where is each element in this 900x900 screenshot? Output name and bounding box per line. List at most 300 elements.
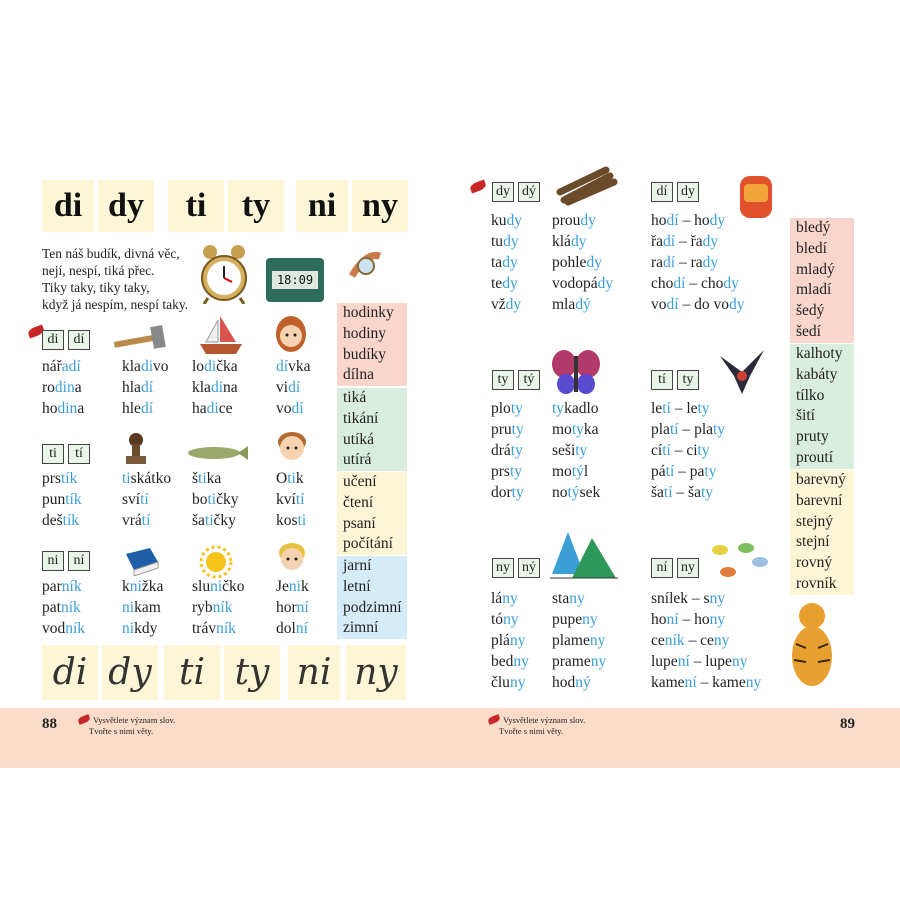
word-part: ro [42, 379, 55, 396]
word-part: cho [651, 275, 674, 292]
word-part: ryb [192, 599, 213, 616]
word-part: vo [276, 400, 292, 417]
highlighted-syllable: ny [713, 632, 730, 649]
pike-fish-icon [184, 442, 248, 464]
word-part: ce [218, 400, 233, 417]
highlighted-syllable: ni [122, 620, 135, 637]
cursive-dy: dy [108, 652, 152, 693]
highlighted-syllable: tí [140, 491, 149, 508]
list-word: stejní [796, 533, 830, 551]
highlighted-syllable: ty [509, 463, 523, 480]
word-column [276, 356, 310, 419]
list-word: šití [796, 407, 815, 425]
highlighted-syllable: ný [575, 674, 591, 691]
word [276, 489, 306, 510]
list-word: stejný [796, 512, 834, 530]
word [552, 651, 606, 672]
word [42, 618, 85, 639]
footnote-line: Vysvětlete význam slov. [503, 715, 586, 725]
word [552, 440, 600, 461]
word-part: ra [651, 254, 664, 271]
word-part: kam [134, 599, 161, 616]
word-part: Je [276, 578, 289, 595]
highlighted-syllable: ty [510, 442, 523, 459]
swallow-bird-icon [716, 346, 768, 396]
cursive-box [164, 645, 220, 700]
word-part: prs [42, 470, 61, 487]
word-part: – lupe [689, 653, 732, 670]
highlighted-syllable: tí [669, 421, 679, 438]
word-part: deš [42, 512, 63, 529]
word [42, 597, 85, 618]
cursive-ty: ty [234, 652, 270, 693]
label-ny-long: ný [518, 558, 540, 578]
highlighted-syllable: dy [709, 212, 726, 229]
word-part: pru [491, 421, 512, 438]
list-word: bledý [796, 219, 831, 236]
word [491, 651, 529, 672]
word-part: vž [491, 296, 506, 313]
word-part: klá [552, 233, 571, 250]
word [651, 588, 761, 609]
word [122, 510, 171, 531]
highlighted-syllable: dy [728, 296, 745, 313]
sailboat-icon [198, 314, 244, 356]
highlighted-syllable: ny [709, 611, 726, 628]
highlighted-syllable: ty [510, 400, 523, 417]
highlighted-syllable: din [54, 379, 75, 396]
word-part: dol [276, 620, 296, 637]
highlighted-syllable: tí [141, 512, 151, 529]
word-part: hod [552, 674, 576, 691]
highlighted-syllable: ny [745, 674, 762, 691]
list-word: letní [343, 577, 371, 595]
alarm-clock-icon [196, 242, 252, 304]
word [491, 273, 522, 294]
word-part: k [295, 470, 304, 487]
word-part: lo [192, 358, 205, 375]
word [651, 651, 761, 672]
leaf-icon [487, 714, 501, 725]
footnote-left [78, 715, 175, 737]
word-part: prou [552, 212, 581, 229]
cursive-ti: ti [179, 652, 205, 693]
highlighted-syllable: ty [697, 400, 710, 417]
highlighted-syllable: di [204, 358, 217, 375]
word-part: – řa [675, 233, 703, 250]
word [491, 419, 524, 440]
word [651, 252, 744, 273]
word [192, 377, 238, 398]
syllable-labels [651, 370, 699, 390]
word-column [552, 588, 606, 693]
word-part: plo [491, 400, 511, 417]
syllable-labels [42, 330, 90, 350]
word [491, 672, 529, 693]
word-part: prs [491, 463, 510, 480]
word [122, 398, 169, 419]
word-part: sví [122, 491, 141, 508]
highlighted-syllable: ty [552, 400, 565, 417]
word-column [651, 588, 761, 693]
footnote-line: Tvořte s nimi věty. [89, 726, 154, 736]
word-part: – do vo [678, 296, 729, 313]
highlighted-syllable: ník [60, 599, 81, 616]
word [651, 273, 744, 294]
word-column [42, 356, 84, 419]
label-ni-long: ní [68, 551, 90, 571]
highlighted-syllable: ník [216, 620, 236, 637]
highlighted-syllable: tík [62, 512, 80, 529]
word [42, 468, 82, 489]
word [276, 356, 310, 377]
label-ty-long: tý [518, 370, 540, 390]
word-part: mla [552, 296, 576, 313]
highlighted-syllable: ti [122, 470, 131, 487]
word-part: prame [552, 653, 591, 670]
list-word: tikání [343, 409, 379, 427]
highlighted-syllable: dy [597, 275, 614, 292]
word-part: ho [651, 611, 667, 628]
highlighted-syllable: ty [697, 442, 710, 459]
word-part: k [300, 578, 309, 595]
highlighted-syllable: dy [702, 233, 719, 250]
highlighted-syllable: ty [571, 421, 584, 438]
word [192, 398, 238, 419]
word-part: pla [651, 421, 670, 438]
highlighted-syllable: dí [666, 296, 679, 313]
highlighted-syllable: ty [511, 421, 524, 438]
word-part: pat [42, 599, 61, 616]
word [651, 294, 744, 315]
word [491, 482, 524, 503]
word [192, 576, 245, 597]
word-part: l [583, 463, 589, 480]
word-part: skátko [130, 470, 172, 487]
book-icon [122, 546, 162, 576]
highlighted-syllable: ny [569, 590, 585, 607]
highlighted-syllable: dy [570, 233, 587, 250]
word [122, 356, 169, 377]
highlighted-syllable: ník [61, 578, 82, 595]
list-word: bledí [796, 239, 827, 257]
word-column [651, 210, 744, 315]
label-ni-long: ní [651, 558, 673, 578]
word [491, 440, 524, 461]
word [276, 377, 310, 398]
highlighted-syllable: ni [122, 599, 135, 616]
word [192, 468, 239, 489]
highlighted-syllable: ni [210, 578, 223, 595]
syllable-ny: ny [362, 187, 398, 224]
highlighted-syllable: dy [502, 254, 518, 271]
word-part: hor [276, 599, 297, 616]
highlighted-syllable: ny [731, 653, 748, 670]
word-part: tó [491, 611, 504, 628]
cursive-box [42, 645, 98, 700]
word-part: – ša [672, 484, 701, 501]
word-part: pohle [552, 254, 587, 271]
syllable-box [228, 180, 284, 232]
word-part: člu [491, 674, 510, 691]
leaf-icon [77, 714, 91, 725]
word [122, 377, 169, 398]
label-ti: ti [42, 444, 64, 464]
word [192, 356, 238, 377]
syllable-box [168, 180, 224, 232]
word [276, 398, 310, 419]
highlighted-syllable: ty [575, 442, 588, 459]
list-word: podzimní [343, 598, 402, 616]
word-list-pink [337, 303, 407, 386]
word [276, 597, 309, 618]
word-part: na [223, 379, 238, 396]
list-word: zimní [343, 619, 379, 637]
highlighted-syllable: di [140, 358, 153, 375]
word [192, 618, 245, 639]
list-word: hodiny [343, 324, 387, 342]
word-part: sta [552, 590, 570, 607]
highlighted-syllable: ti [198, 470, 207, 487]
label-di-long: dí [651, 182, 673, 202]
word-part: tu [491, 233, 504, 250]
cursive-di: di [52, 652, 88, 693]
highlighted-syllable: dí [666, 212, 679, 229]
page-number-left: 88 [42, 716, 57, 732]
word-part: a [74, 379, 82, 396]
word [552, 231, 613, 252]
word-column [42, 576, 85, 639]
word [651, 440, 725, 461]
poem [42, 245, 188, 313]
word-part: čky [216, 491, 239, 508]
poem-line: Tiky taky, tiky taky, [42, 280, 150, 295]
word-part: vo [651, 296, 667, 313]
highlighted-syllable: dí [276, 358, 289, 375]
word-column [122, 356, 169, 419]
highlighted-syllable: ti [297, 512, 307, 529]
word-column [192, 468, 239, 531]
word-part: ce [651, 632, 665, 649]
highlighted-syllable: tý [567, 484, 580, 501]
candies-icon [706, 538, 772, 582]
word [42, 356, 84, 377]
highlighted-syllable: ny [509, 632, 526, 649]
word [552, 294, 613, 315]
word [651, 609, 761, 630]
highlighted-syllable: tík [65, 491, 82, 508]
word-column [42, 468, 82, 531]
word-column [552, 210, 613, 315]
label-ny: ny [677, 558, 699, 578]
word-part: pá [651, 463, 666, 480]
word-column [491, 588, 529, 693]
word [651, 630, 761, 651]
word-part: no [552, 484, 568, 501]
child-face-icon [277, 540, 307, 578]
logs-icon [556, 166, 618, 206]
highlighted-syllable: dí [663, 254, 676, 271]
label-ty: ty [677, 370, 699, 390]
word-part: mo [552, 421, 572, 438]
word-part: pupe [552, 611, 583, 628]
list-word: čtení [343, 493, 374, 511]
list-word: utíká [343, 430, 374, 448]
list-word: učení [343, 473, 377, 490]
word-part: ho [42, 400, 58, 417]
word [552, 630, 606, 651]
syllable-box [98, 180, 154, 232]
footnote-line: Tvořte s nimi věty. [499, 726, 564, 736]
word-part: O [276, 470, 288, 487]
highlighted-syllable: ník [65, 620, 86, 637]
word [42, 489, 82, 510]
word [491, 609, 529, 630]
word-part: ka [206, 470, 222, 487]
word-list-green [337, 388, 407, 471]
syllable-dy: dy [108, 187, 144, 224]
highlighted-syllable: ní [684, 674, 697, 691]
word-column [651, 398, 725, 503]
highlighted-syllable: dí [140, 400, 153, 417]
word-part: nář [42, 358, 62, 375]
word-part: tráv [192, 620, 217, 637]
word [192, 597, 245, 618]
cursive-box [102, 645, 158, 700]
word [276, 468, 306, 489]
highlighted-syllable: di [210, 379, 223, 396]
label-di-long: dí [68, 330, 90, 350]
word-list-yellow [790, 470, 854, 595]
word-column [122, 468, 171, 531]
highlighted-syllable: adí [61, 358, 81, 375]
label-ty: ty [492, 370, 514, 390]
digital-clock-icon [266, 258, 324, 302]
word-part: pun [42, 491, 66, 508]
word [491, 210, 522, 231]
syllable-labels [492, 182, 540, 202]
word [122, 468, 171, 489]
highlighted-syllable: di [206, 400, 219, 417]
word-list-yellow [337, 472, 407, 555]
highlighted-syllable: tí [295, 491, 305, 508]
list-word: barevný [796, 471, 846, 488]
label-ti-long: tí [68, 444, 90, 464]
highlighted-syllable: dí [140, 379, 153, 396]
word-part: vrá [122, 512, 142, 529]
highlighted-syllable: ni [288, 578, 301, 595]
word [491, 294, 522, 315]
highlighted-syllable: ní [666, 611, 679, 628]
word [491, 588, 529, 609]
word-part: – kame [696, 674, 746, 691]
word [651, 672, 761, 693]
butterfly-icon [550, 348, 602, 396]
sun-icon [198, 545, 234, 579]
highlighted-syllable: dy [505, 296, 522, 313]
highlighted-syllable: ny [503, 611, 519, 628]
highlighted-syllable: dy [723, 275, 739, 292]
word-part: kla [122, 358, 141, 375]
word [651, 231, 744, 252]
highlighted-syllable: dy [503, 233, 519, 250]
word-part: ku [491, 212, 507, 229]
list-word: tílko [796, 386, 825, 404]
clock-display: 18:09 [272, 271, 318, 289]
highlighted-syllable: ty [713, 421, 726, 438]
list-word: šedí [796, 322, 821, 340]
word [552, 398, 600, 419]
highlighted-syllable: ny [509, 674, 526, 691]
syllable-box [42, 180, 94, 232]
syllable-labels [492, 370, 540, 390]
cursive-box [288, 645, 340, 700]
highlighted-syllable: dí [288, 379, 301, 396]
highlighted-syllable: dy [580, 212, 596, 229]
highlighted-syllable: tí [665, 463, 675, 480]
word [651, 482, 725, 503]
word-part: bo [192, 491, 208, 508]
list-word: jarní [343, 557, 372, 574]
list-word: mladý [796, 260, 835, 278]
word-part: kla [192, 379, 211, 396]
word [552, 419, 600, 440]
word [651, 419, 725, 440]
word-part: kame [651, 674, 685, 691]
word-part: hla [122, 379, 141, 396]
word-column [192, 356, 238, 419]
word-part: te [491, 275, 503, 292]
word-part: seši [552, 442, 576, 459]
highlighted-syllable: ty [511, 484, 524, 501]
list-word: rovník [796, 574, 837, 592]
highlighted-syllable: dy [502, 275, 518, 292]
list-word: pruty [796, 428, 829, 446]
syllable-ni: ni [307, 187, 337, 224]
highlighted-syllable: ty [704, 463, 717, 480]
word [491, 231, 522, 252]
word-column [491, 210, 522, 315]
tents-icon [548, 530, 620, 582]
word-part: kdy [134, 620, 158, 637]
highlighted-syllable: ni [129, 578, 142, 595]
highlighted-syllable: dí [673, 275, 686, 292]
list-word: barevní [796, 491, 843, 509]
word-part: ša [192, 512, 205, 529]
wristwatch-icon [348, 246, 384, 286]
girl-face-icon [274, 314, 308, 356]
word [651, 210, 744, 231]
list-word: dílna [343, 366, 374, 384]
word-part: mo [552, 463, 572, 480]
boy-face-icon [276, 428, 308, 468]
word-part: vi [276, 379, 289, 396]
highlighted-syllable: tí [663, 484, 673, 501]
word-part: kadlo [564, 400, 599, 417]
word [276, 618, 309, 639]
syllable-di: di [53, 187, 83, 224]
syllable-labels [651, 182, 699, 202]
highlighted-syllable: dy [702, 254, 719, 271]
word-part: – cho [685, 275, 724, 292]
word-part: hle [122, 400, 141, 417]
word-part: š [192, 470, 199, 487]
word [122, 597, 163, 618]
word-list-pink [790, 218, 854, 343]
word-column [276, 576, 309, 639]
word [552, 273, 613, 294]
label-ni: ni [42, 551, 64, 571]
